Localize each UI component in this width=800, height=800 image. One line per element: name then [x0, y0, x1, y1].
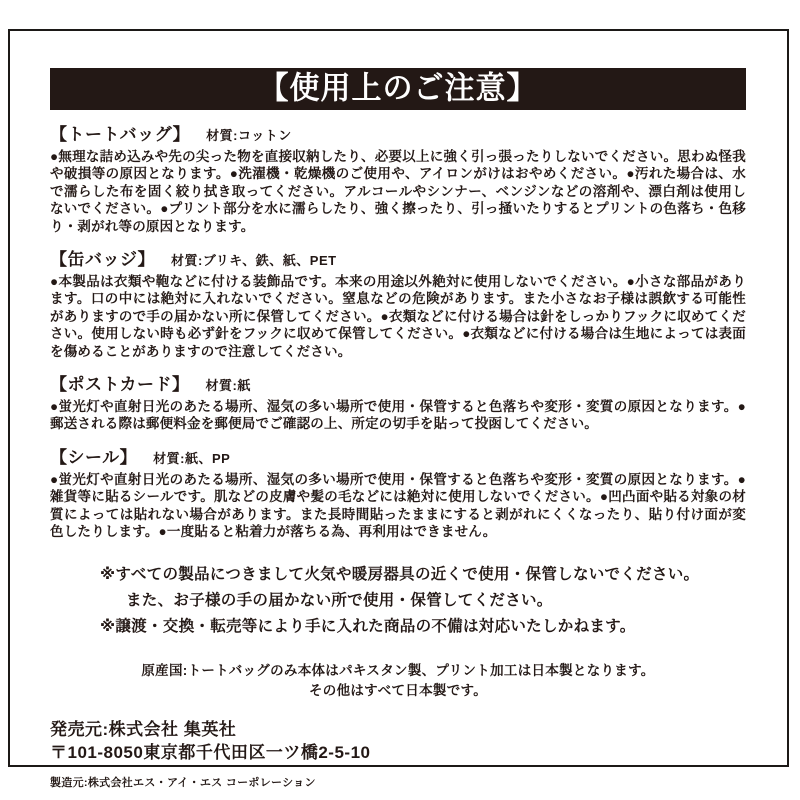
section-body: ●無理な詰め込みや先の尖った物を直接収納したり、必要以上に強く引っ張ったりしないでください。思わぬ怪我や破損等の原因となります。●洗濯機・乾燥機のご使用や、アイロンがけはおやめください。●汚れた場合は、水で濡らした布を固く絞り拭き取ってください。アルコールやシンナー、ベンジンなどの溶剤や、漂白剤は使用しないでください。●プリント部分を水に濡らしたり、強く擦ったり、引っ掻いたりするとプリントの色落ち・色移り・剥がれ等の原因となります。 [50, 149, 746, 234]
section-body: ●蛍光灯や直射日光のあたる場所、湿気の多い場所で使用・保管すると色落ちや変形・変質の原因となります。●郵送される際は郵便料金を郵便局でご確認の上、所定の切手を貼って投函してください。 [50, 399, 746, 432]
section-material: 材質:紙 [205, 378, 251, 394]
section-material: 材質:ブリキ、鉄、紙、PET [171, 253, 337, 269]
section-head [50, 375, 746, 395]
section-title: 【缶バッジ】 [50, 250, 155, 270]
section-title: 【トートバッグ】 [50, 125, 191, 144]
manufacturer-line: 製造元:株式会社エス・アイ・エス コーポレーション [50, 776, 316, 789]
note-line: また、お子様の手の届かない所で使用・保管してください。 [126, 591, 553, 609]
notice-sheet [8, 29, 789, 789]
section-tote-bag [50, 125, 746, 235]
section-head [50, 250, 746, 270]
section-postcard [50, 375, 746, 433]
note-line: ※すべての製品につきまして火気や暖房器具の近くで使用・保管しないでください。 [100, 565, 700, 583]
section-head [50, 125, 746, 145]
publisher-info [50, 718, 746, 764]
section-material: 材質:コットン [206, 128, 292, 143]
address-line: 〒101-8050東京都千代田区一ツ橋2-5-10 [50, 742, 371, 762]
origin-line: その他はすべて日本製です。 [308, 682, 488, 698]
page-title: 【使用上のご注意】 [258, 71, 538, 106]
section-head [50, 448, 746, 468]
note-line: ※譲渡・交換・転売等により手に入れた商品の不備は対応いたしかねます。 [100, 617, 636, 635]
section-title: 【シール】 [50, 447, 138, 467]
section-body: ●本製品は衣類や鞄などに付ける装飾品です。本来の用途以外絶対に使用しないでください。●小さな部品があります。口の中には絶対に入れないでください。窒息などの危険があります。また小さなお子様は誤飲する可能性がありますので手の届かない所に保管してください。●衣類などに付ける場合は針をしっかりフックに収めてください。使用しない時も必ず針をフックに収めて保管してください。●衣類などに付ける場合は生地によっては表面を傷めることがありますので注意してください。 [50, 274, 746, 359]
origin-line: 原産国:トートバッグのみ本体はパキスタン製、プリント加工は日本製となります。 [141, 662, 655, 678]
section-material: 材質:紙、PP [153, 450, 231, 466]
notice-banner [50, 68, 746, 110]
section-can-badge [50, 250, 746, 360]
country-of-origin [50, 661, 746, 701]
general-notes [50, 562, 746, 640]
seller-line: 発売元:株式会社 集英社 [50, 719, 237, 739]
section-title: 【ポストカード】 [50, 375, 190, 395]
section-sticker [50, 448, 746, 541]
section-body: ●蛍光灯や直射日光のあたる場所、湿気の多い場所で使用・保管すると色落ちや変形・変質の原因となります。●雑貨等に貼るシールです。肌などの皮膚や髪の毛などには絶対に使用しないでください。●凹凸面や貼る対象の材質によっては貼れない場合があります。また長時間貼ったままにすると剥がれにくくなったり、貼り付け面が変色したりします。●一度貼ると粘着力が落ちる為、再利用はできません。 [50, 471, 746, 540]
